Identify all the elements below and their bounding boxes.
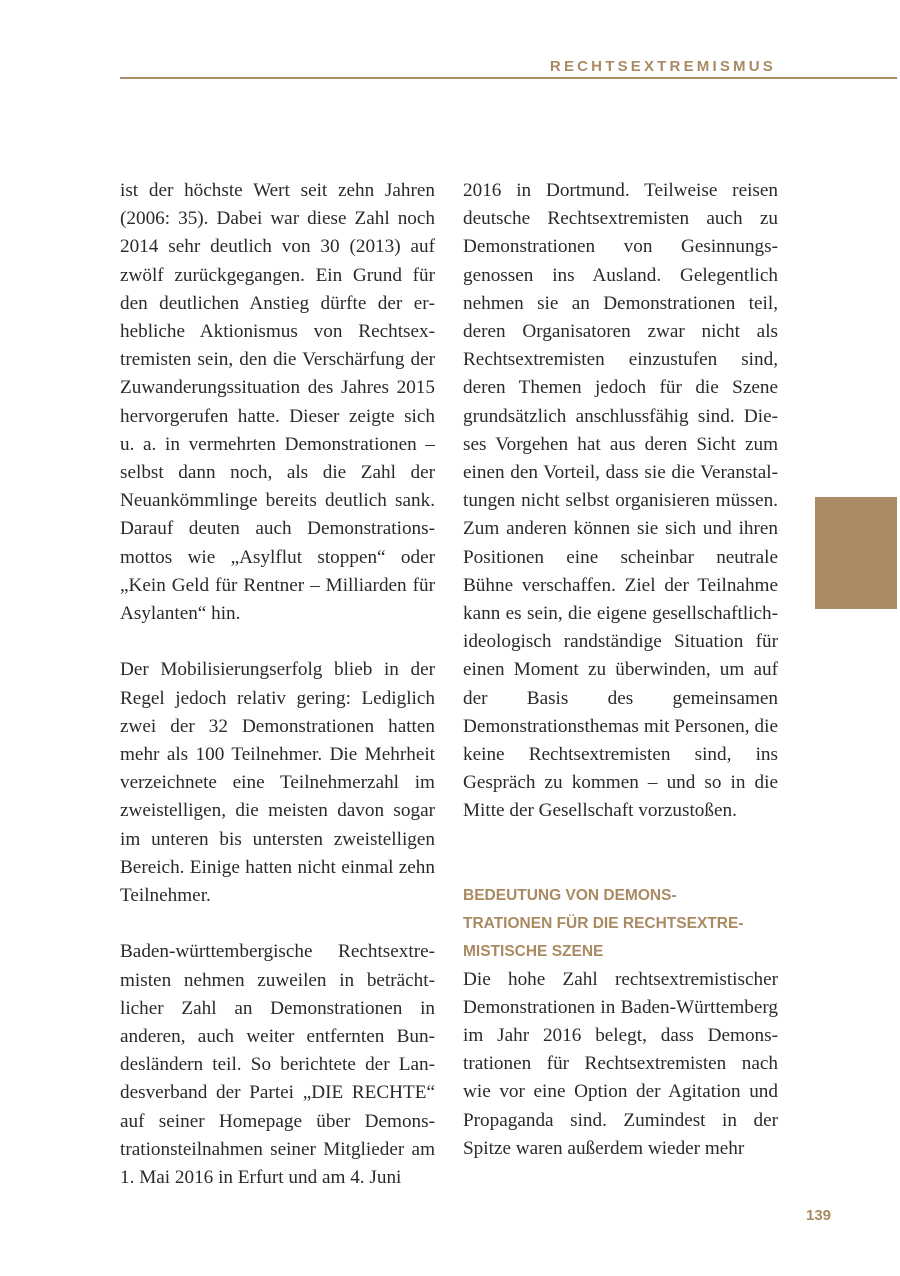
left-text-column xyxy=(120,177,435,1192)
section-heading-line: BEDEUTUNG VON DEMONS- xyxy=(463,886,677,904)
page-number: 139 xyxy=(806,1207,832,1224)
section-heading-line: MISTISCHE SZENE xyxy=(463,942,604,960)
section-heading-line: TRATIONEN FÜR DIE RECHTSEXTRE- xyxy=(463,914,744,932)
body-paragraph: Der Mobilisierungserfolg blieb in der Regel jedoch relativ gering: Lediglich zwei der 32 Demonstrationen hatten mehr als 100 Teilnehmer. Die Mehrheit verzeichnete eine Teilnehmerzahl im zweistelligen, die meisten davon sogar im unteren bis untersten zweistelligen Bereich. Einige hatten nicht einmal zehn Teilnehmer. xyxy=(120,659,435,907)
body-paragraph: Die hohe Zahl rechtsextremistischer Demonstrationen in Baden-Württemberg im Jahr 2016 belegt, dass Demonstrationen für Rechtsextremisten nach wie vor eine Option der Agitation und Propaganda sind. Zumindest in der Spitze waren außerdem wieder mehr xyxy=(463,968,778,1159)
right-text-column xyxy=(463,177,778,1163)
chapter-side-tab xyxy=(815,497,897,609)
body-paragraph: ist der höchste Wert seit zehn Jahren (2006: 35). Dabei war diese Zahl noch 2014 sehr deutlich von 30 (2013) auf zwölf zurückgegangen. Ein Grund für den deutlichen Anstieg dürfte der erhebliche Aktionismus von Rechtsextremisten sein, den die Verschärfung der Zuwanderungssituation des Jahres 2015 hervorgerufen hatte. Dieser zeigte sich u. a. in vermehrten Demonstrationen – selbst dann noch, als die Zahl der Neuankömmlinge bereits deutlich sank. Darauf deuten auch Demonstrationsmottos wie „Asylflut stoppen“ oder „Kein Geld für Rentner – Milliarden für Asylanten“ hin. xyxy=(120,180,435,625)
body-paragraph: Baden-württembergische Rechtsextremisten nehmen zuweilen in beträchtlicher Zahl an Demonstrationen in anderen, auch weiter entfernten Bundesländern teil. So berichtete der Landesverband der Partei „DIE RECHTE“ auf seiner Homepage über Demonstrationsteilnahmen seiner Mitglieder am 1. Mai 2016 in Erfurt und am 4. Juni xyxy=(120,941,435,1189)
body-paragraph: 2016 in Dortmund. Teilweise reisen deutsche Rechtsextremisten auch zu Demonstrationen von Gesinnungsgenossen ins Ausland. Gelegentlich nehmen sie an Demonstrationen teil, deren Organisatoren zwar nicht als Rechtsextremisten einzustufen sind, deren Themen jedoch für die Szene grundsätzlich anschlussfähig sind. Dieses Vorgehen hat aus deren Sicht zum einen den Vorteil, dass sie die Veranstaltungen nicht selbst organisieren müssen. Zum anderen können sie sich und ihren Positionen eine scheinbar neutrale Bühne verschaffen. Ziel der Teilnahme kann es sein, die eigene gesellschaftlich-ideologisch randständige Situation für einen Moment zu überwinden, um auf der Basis des gemeinsamen Demonstrationsthemas mit Personen, die keine Rechtsextremisten sind, ins Gespräch zu kommen – und so in die Mitte der Gesellschaft vorzustoßen. xyxy=(463,180,778,822)
section-heading xyxy=(463,882,778,966)
header-rule xyxy=(120,77,897,79)
running-header-title: RECHTSEXTREMISMUS xyxy=(549,58,776,75)
